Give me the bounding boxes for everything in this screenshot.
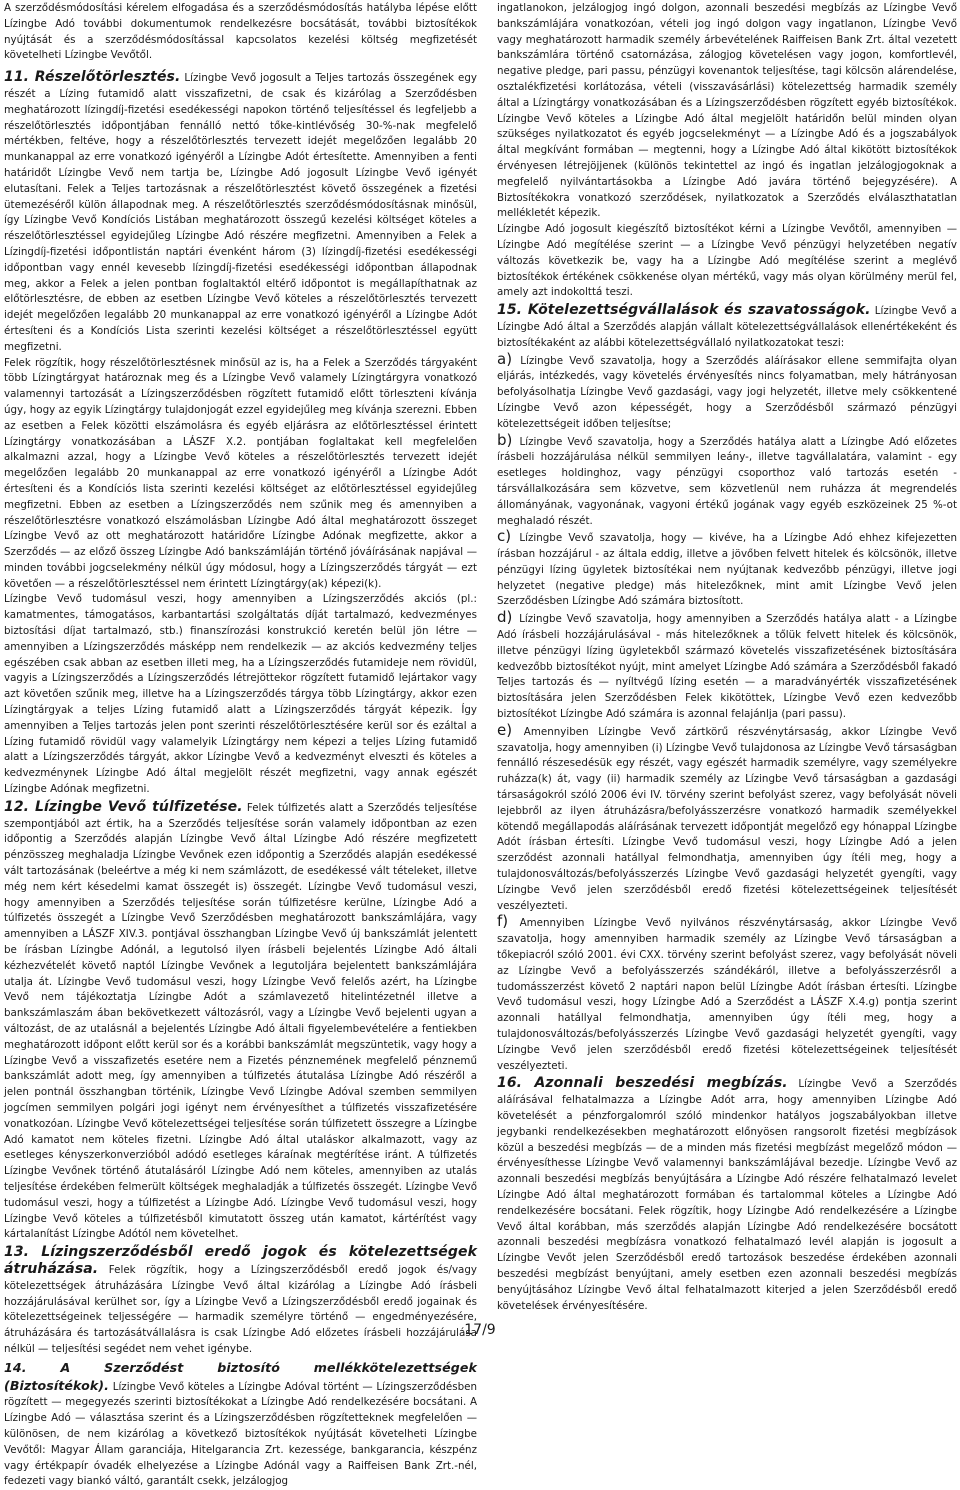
section-16 xyxy=(497,1076,957,1314)
section-heading: 11. Részelőtörlesztés. xyxy=(4,69,181,86)
paragraph: Lízingbe Vevő tudomásul veszi, hogy amennyiben a Lízingszerződés akciós (pl.: kamatmentes, támogatásos, karbantartási szolgáltatás díját tartalmazó, kedvezményes biztosítási díjat tartalmazó, stb.) finanszírozási konstrukció keretén belül jön létre — amennyiben a Lízingszerződés másképp nem rendelkezik — az akciós kedvezmény teljes egészében csak abban az esetben illeti meg, ha a Lízingszerződés futamideje nem rövidül, vagyis a Lízingszerződés a Lízingszerződés létrejöttekor rögzített futamidő lejártakor vagy azt követően szűnik meg, illetve ha a Lízingszerződés tárgya több Lízingtárgy, akkor ezen Lízingtárgyak a teljes Lízing futamidő alatt a Lízingszerződés tárgyát képezik. Így amennyiben a Teljes tartozás jelen pont szerinti részelőtörlesztésére kerül sor és ezáltal a Lízing futamidő rövidül vagy valamelyik Lízingtárgy nem képezi a teljes Lízing futamidő alatt a Lízingszerződés tárgyát, akkor Lízingbe Vevő a kedvezményt elveszti és köteles a kedvezménynek Lízingbe Adó által megjelölt részét megfizetni, vagy annak egészét Lízingbe Adónak megfizetni. xyxy=(4,593,477,796)
section-heading: 13. Lízingszerződésből eredő jogok és kötelezettségek átruházása. xyxy=(4,1244,477,1277)
section-13 xyxy=(4,1245,477,1358)
paragraph: Lízingbe Vevő a Szerződés aláírásával felhatalmazza a Lízingbe Adót arra, hogy amennyiben Lízingbe Adó követelését a pénzforgalomról szóló mindenkor hatályos jogszabályokban illetve jegybanki rendelkezésekben meghatározott előnyösen rangsorolt fizetési megbízások közül a beszedési megbízás — de a minden más fizetési megbízást megelőző módon — érvényesíthesse Lízingbe Vevő valamennyi bankszámlájával bezedje. Lízingbe Vevő az azonnali beszedési megbízás benyújtására a Lízingbe Adó részére felhatalmazó levelet Lízingbe Adó által meghatározott formában és tartalommal köteles a Lízingbe Adó rendelkezésére bocsátani. Felek rögzítik, hogy Lízingbe Adó rendelkezésére a Lízingbe Vevő által korábban, más szerződés alapján Lízingbe Adó rendelkezésére bocsátott azonnali beszedési megbízásra vonatkozó felhatalmazó levél alapján is jogosult a Lízingbe Vevőt jelen Szerződésből eredő tartozások beszedése érdekében azonnali beszedési megbízást benyújtani, amely esetben ezen azonnali beszedési megbízás benyújtásához Lízingbe Vevő által felhatalmazott kiterjed a jelen Szerződésből eredő követelések érvényesítésére. xyxy=(497,1078,957,1312)
list-item-text: Lízingbe Vevő szavatolja, hogy amennyiben a Szerződés hatálya alatt - a Lízingbe Adó írásbeli hozzájárulásával - más hitelezőknek a tőlük felvett hitelek és kölcsönök, illetve pénzügyi lízing ügyletekből származó követelés visszafizetésének biztosítására kedvezőbb biztosítékot nyújt, mint amelyet Lízingbe Adó számára a Szerződésből fakadó Teljes tartozás és — nyíltvégű lízing esetén — a maradványérték visszafizetésének biztosítására jelen Szerződésben Felek kikötöttek, Lízingbe Vevő ezen kedvezőbb biztosítékot Lízingbe Adó számára is azonnal felajánlja (pari passu). xyxy=(497,613,957,721)
list-letter: d) xyxy=(497,608,513,627)
paragraph: Lízingbe Vevő köteles a Lízingbe Adóval történt — Lízingszerződésben rögzített — megegyezés szerinti biztosítékokat a Lízingbe Adó rendelkezésére bocsátani. A Lízingbe Adó — választása szerint és a Lízingszerződésben rögzítetteknek megfelelően — különösen, de nem kizárólag a következő biztosítékok nyújtását követelheti Lízingbe Vevőtől: Magyar Állam garanciája, Hitelgarancia Zrt. kezessége, bankgarancia, készpénz vagy értékpapír óvadék elhelyezése a Lízingbe Adónál vagy a Raiffeisen Bank Zrt.-nél, fedezeti vagy biankó váltó, garantált csekk, jelzálogjog xyxy=(4,1380,477,1488)
list-letter: c) xyxy=(497,527,512,546)
section-14 xyxy=(4,1360,477,1490)
section-heading: 14. A Szerződést biztosító mellékkötelezettségek (Biztosítékok). xyxy=(4,1359,477,1393)
left-column xyxy=(4,1,477,1490)
paragraph: Felek rögzítik, hogy a Lízingszerződésből eredő jogok és/vagy kötelezettségek átruházására Lízingbe Vevő által kizárólag a Lízingbe Adó írásbeli hozzájárulásával kerülhet sor, így a Lízingbe Vevő a Lízingszerződésből eredő jogainak és kötelezettségeinek teljességére — harmadik személyre történő — engedményezésére, átruházására és tartozásátvállalásra is csak Lízingbe Adó előzetes írásbeli hozzájárulása nélkül — teljesítési segédet nem vehet igénybe. xyxy=(4,1263,477,1355)
list-letter: e) xyxy=(497,720,513,739)
paragraph: Felek rögzítik, hogy részelőtörlesztésnek minősül az is, ha a Felek a Szerződés tárgyaként több Lízingtárgyat határoznak meg és a Lízingbe Vevő valamely Lízingtárgyra vonatkozó valamennyi tartozását a Lízingszerződésben rögzített futamidő előtt törleszteni kívánja úgy, hogy az egyik Lízingtárgy tulajdonjogát ezzel egyidejűleg meg kívánja szerezni. Ebben az esetben a Felek közötti elszámolásra és egyéb eljárásra az előtörlesztéssel érintett Lízingtárgy vonatkozásában a LÁSZF X.2. pontjában foglaltakat kell megfelelően alkalmazni azzal, hogy a Lízingbe Vevő köteles a részelőtörlesztés tervezett idejét megelőzően legalább 20 munkanappal az erre vonatkozó igényéről a Lízingbe Adót értesíteni és a Kondíciós lista szerinti kezelési költséget az előtörlesztéssel egyidejűleg megfizetni. Ebben az esetben a Lízingszerződés nem szűnik meg és amennyiben a részelőtörlesztésre vonatkozó elszámolásban Lízingbe Adó által meghatározott összeget Lízingbe Vevő az ott meghatározott határidőre Lízingbe Adónak megfizette, akkor a Szerződés — az előző összeg Lízingbe Adó bankszámláján történő jóváírásának napjával — minden további jogcselekmény nélkül úgy módosul, hogy a Lízingszerződés tárgyát — ezt követően — a részelőtörlesztéssel nem érintett Lízingtárgy(ak) képezi(k). xyxy=(4,356,477,590)
list-item xyxy=(497,914,957,1074)
section-15 xyxy=(497,303,957,1074)
page-number: 17/9 xyxy=(464,1322,496,1338)
paragraph: Lízingbe Adó jogosult kiegészítő biztosítékot kérni a Lízingbe Vevőtől, amennyiben — Lízingbe Adó megítélése szerint — a Lízingbe Vevő pénzügyi helyzetében negatív változás következik be, vagy ha a Lízingbe Adó megítélése szerint a meglévő biztosítékok értékének csökkenése olyan mértékű, vagy más olyan körülmény merül fel, amely azt indokolttá teszi. xyxy=(497,223,957,299)
paragraph: ingatlanokon, jelzálogjog ingó dolgon, azonnali beszedési megbízás az Lízingbe Vevő bankszámlájára vonatkozóan, vételi jog ingó dolgon vagy ingatlanon, Lízingbe Vevő vagy meghatározott harmadik személy árbevételének Raiffeisen Bank Zrt. által vezetett bankszámlára történő csatornázása, zálogjog követelésen vagy jogon, komfortlevél, negative pledge, pari passu, pénzügyi kovenantok teljesítése, tagi kölcsön alárendelése, osztalékfizetési korlátozása, vételi (visszavásárlási) kötelezettség harmadik személy által a Lízingtárgy vonatkozásában és a Lízingszerződésben rögzített egyéb biztosítékok. Lízingbe Vevő köteles a Lízingbe Adó által megjelölt határidőn belül minden olyan szükséges nyilatkozatot és egyéb jogcselekményt — a Lízingbe Adó és a jogszabályok által megkívánt formában — megtenni, hogy a Lízingbe Adó által kikötött biztosítékok érvényesen létrejöjjenek (különös tekintettel az ingó és ingatlan jelzálogjogoknak a megfelelő nyilvántartásokba a Lízingbe Adó javára történő bejegyzésére). A Biztosítékokra vonatkozó szerződések, nyilatkozatok a Szerződés elválaszthatatlan mellékletét képezik. xyxy=(497,2,957,220)
list-item-text: Lízingbe Vevő szavatolja, hogy a Szerződés hatálya alatt a Lízingbe Adó előzetes írásbeli hozzájárulása nélkül semmilyen leány-, illetve tagvállalatára, valamint - egy esetleges holdinghoz, vagy pénzügyi csoporthoz való tartozás esetén - társvállalkozására sem közvetve, sem közvetlenül nem ruházza át megrendelés állományának, vagyonának, vagyoni értékű jogának vagy egyéb eszközeinek 25 %-ot meghaladó részét. xyxy=(497,435,957,527)
section-12 xyxy=(4,800,477,1243)
paragraph: Felek túlfizetés alatt a Szerződés teljesítése szempontjából azt értik, ha a Szerződés teljesítése során valamely időpontban az ezen időpontig a Szerződés alapján Lízingbe Vevő által Lízingbe Adó részére megfizetett pénzösszeg meghaladja Lízingbe Vevőnek ezen időpontig a Szerződés alapján esedékessé vált tartozásának (beleértve a még ki nem számlázott, de esedékessé vált tételeket, illetve még nem kért késedelmi kamat összegét is) összegét. Lízingbe Vevő tudomásul veszi, hogy amennyiben a Szerződés teljesítése során túlfizetésre kerülne, Lízingbe Adó a túlfizetés összegét a Lízingbe Vevő Szerződésben meghatározott bankszámlájára, vagy amennyiben a LÁSZF XIV.3. pontjával összhangban Lízingbe Vevő új bankszámlát jelentett be írásban Lízingbe Adónál, a legutolsó ilyen írásbeli bejelentés Lízingbe Adó általi kézhezvételét követő naptól Lízingbe Vevőnek a legutoljára bejelentett bankszámlájára utalja át. Lízingbe Vevő tudomásul veszi, hogy Lízingbe Vevő felelős azért, ha Lízingbe Vevő nem tájékoztatja Lízingbe Adót a számlavezető hitelintézetnél illetve a bankszámlaszám ában bekövetkezett változásról, vagy a Lízingbe Vevő bejelenti ugyan a változást, de az utalásnál a bejelentés Lízingbe Adó általi figyelembevételére a fentiekben meghatározott időpont előtt kerül sor és a korábbi bankszámlát megszüntetik, vagy hogy a Lízingbe Vevő a visszafizetés esetére nem a Fizetés pénznemének megfelelő pénznemű bankszámlát adott meg, így amennyiben a túlfizetés átutalása Lízingbe Adó részéről a jelen pontnál összhangban történik, Lízingbe Vevő Lízingbe Adóval szemben semmilyen jogcímen semmilyen polgári jogi igényt nem érvényesíthet a túlfizetés visszafizetésére vonatkozóan. Lízingbe Vevő kötelezettségei teljesítése során túlfizetett összegre a Lízingbe Adó kamatot nem köteles fizetni. Lízingbe Adó által utaláskor alkalmazott, vagy az esetleges kényszerkonverzióból adódó esetleges káraínak megtérítése iránt. A túlfizetés Lízingbe Vevőnek történő átutalásáról Lízingbe Adó nem köteles, amennyiben az utalás teljesítése érdekében felmerült költségek meghaladják a túlfizetés összegét. Lízingbe Vevő tudomásul veszi, hogy a túlfizetést a Lízingbe Adó. Lízingbe Vevő tudomásul veszi, hogy Lízingbe Vevő köteles a túlfizetésből kimutatott összeg után kamatot, kártérítést vagy kártalanítást Lízingbe Adótól nem követelhet. xyxy=(4,801,477,1241)
list-item xyxy=(497,610,957,723)
paragraph: Lízingbe Vevő a Lízingbe Adó által a Szerződés alapján vállalt kötelezettségvállalások ellenértékeként és biztosítékaként az alábbi kötelezettségvállaló nyilatkozatokat teszi: xyxy=(497,305,957,349)
section-11 xyxy=(4,70,477,798)
paragraph: Lízingbe Vevő jogosult a Teljes tartozás összegének egy részét a Lízing futamidő alatt visszafizetni, de csak és kizárólag a Szerződésben meghatározott lízingdíj-fizetési esedékességi napokon történő teljesítéssel és legfeljebb a részelőtörlesztés időpontjában fennálló nettó tőke-kintlévőség 30-%-nak megfelelő mértékben, feltéve, hogy a részelőtörlesztés tervezett idejét megelőzően legalább 20 munkanappal az erre vonatkozó igényéről a Lízingbe Adót értesítette. Amennyiben a fenti határidőt Lízingbe Vevő nem tartja be, Lízingbe Adó jogosult Lízingbe Vevő igényét elutasítani. Felek a Teljes tartozásnak a részelőtörlesztést követő összegének a fizetési ütemezéséről külön állapodnak meg. A részelőtörlesztés szerződésmódosításnak minősül, így Lízingbe Vevő Kondíciós Listában meghatározott összegű kezelési költséget köteles a részelőtörlesztéssel egyidejűleg Lízingbe Adó részére megfizetni. Amennyiben a Felek a Lízingdíj-fizetési időpontlistán naptári évenként három (3) lízingdíj-fizetési esedékességi időpontban vagy ennél kevesebb lízingdíj-fizetési esedékességi időpontban állapodnak meg, akkor a Felek a jelen pontban foglaltaktól eltérő időpontot is megállapíthatnak az előtörlesztésre, de ebben az esetben Lízingbe Vevő köteles a részelőtörlesztés tervezett idejét megelőzően legalább 20 munkanappal az erre vonatkozó igényéről a Lízingbe Adót értesíteni és a Kondíciós Lista szerinti kezelési költséget a részelőtörlesztéssel együtt megfizetni. xyxy=(4,72,477,353)
list-item xyxy=(497,720,957,915)
list-item xyxy=(497,430,957,530)
paragraph: A szerződésmódosítási kérelem elfogadása és a szerződésmódosítás hatályba lépése előtt Lízingbe Adó további dokumentumok rendelkezésre bocsátását, további biztosítékok nyújtását és a szerződésmódosítással kapcsolatos kezelési költség megfizetését követelheti Lízingbe Vevőtől. xyxy=(4,2,477,62)
section-heading: 15. Kötelezettségvállalások és szavatosságok. xyxy=(497,302,871,319)
right-column xyxy=(497,1,957,1314)
list-item-text: Lízingbe Vevő szavatolja, hogy a Szerződés aláírásakor ellene semmifajta olyan eljárás, intézkedés, vagy követelés érvényesítés nincs folyamatban, mely hátrányosan befolyásolhatja Lízingbe Vevő gazdasági, vagy jogi helyzetét, illetve mely csökkentené Lízingbe Vevő azon képességét, hogy a Szerződésből származó pénzügyi kötelezettségeit időben teljesítse; xyxy=(497,354,957,430)
list-letter: b) xyxy=(497,430,513,449)
list-letter: a) xyxy=(497,349,513,368)
list-item xyxy=(497,349,957,433)
list-item-text: Amennyiben Lízingbe Vevő zártkörű részvénytársaság, akkor Lízingbe Vevő szavatolja, hogy amennyiben (i) Lízingbe Vevő tulajdonosa az Lízingbe Vevő társaságban fennálló részesedésük egy részét, vagy egészét harmadik személyre, vagy személyekre ruházza(k) át, vagy (ii) harmadik személy az Lízingbe Vevő társaságban a gazdasági társaságokról szóló 2006 évi IV. törvény szerint befolyást szerez, vagy befolyását növeli lejebbről az ilyen átruházásra/befolyásszerzésre vonatkozó harmadik személyekkel kötendő megállapodás aláírásának tervezett időpontját megelőző egy hónappal Lízingbe Adót írásban értesíti. Lízingbe Vevő tudomásul veszi, hogy Lízingbe Adó a jelen szerződést azonnali hatállyal felmondhatja, amennyiben úgy ítéli meg, hogy a tulajdonosváltozás/befolyásszerzés Lízingbe Vevő gazdasági helyzetét gyengíti, vagy Lízingbe Vevő jelen szerződésből eredő fizetési kötelezettségeinek teljesítését veszélyezteti. xyxy=(497,725,957,912)
list-letter: f) xyxy=(497,912,509,931)
list-item-text: Amennyiben Lízingbe Vevő nyilvános részvénytársaság, akkor Lízingbe Vevő szavatolja, hogy amennyiben harmadik személy az Lízingbe Vevő társaságban a tőkepiacról szóló 2001. évi CXX. törvény szerint befolyást szerez, vagy befolyását növeli az Lízingbe Vevő a befolyásszerzés szándékáról, illetve a befolyásszerzésről a tudomásszerzést követő 2 naptári napon belül Lízingbe Adót írásban értesíti. Lízingbe Vevő tudomásul veszi, hogy Lízingbe Adó a Szerződést a LÁSZF X.4.g) pontja szerint azonnali hatállyal felmondhatja, amennyiben úgy ítéli meg, hogy a tulajdonosváltozás/befolyásszerzés Lízingbe Vevő gazdasági helyzetét gyengíti, vagy Lízingbe Vevő jelen szerződésből eredő fizetési kötelezettségeinek teljesítését veszélyezteti. xyxy=(497,917,958,1072)
list-item-text: Lízingbe Vevő szavatolja, hogy — kivéve, ha a Lízingbe Adó ehhez kifejezetten írásban hozzájárul - az általa eddig, illetve a jövőben felvett hitelek és kölcsönök, illetve pénzügyi lízing ügyletek biztosítékai nem nyújtanak kedvezőbb pénzügyi, illetve jogi helyzetet (negative pledge) más hitelezőknek, mint amit Lízingbe Vevő jelen Szerződésben Lízingbe Adó számára biztosított. xyxy=(497,532,957,608)
list-item xyxy=(497,529,957,610)
section-heading: 16. Azonnali beszedési megbízás. xyxy=(497,1075,788,1092)
section-heading: 12. Lízingbe Vevő túlfizetése. xyxy=(4,798,243,815)
